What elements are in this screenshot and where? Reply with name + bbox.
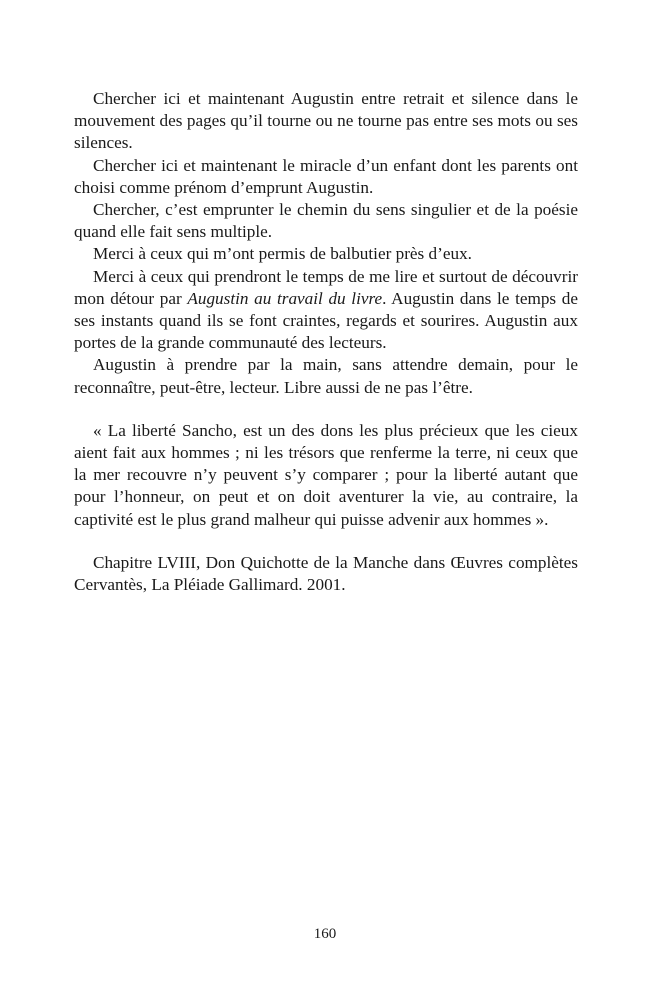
citation-paragraph: Chapitre LVIII, Don Quichotte de la Manche dans Œuvres complètes Cervantès, La Pléiade Gallimard. 2001. — [74, 552, 578, 595]
spacer — [74, 531, 578, 552]
paragraph-augustin: Augustin à prendre par la main, sans attendre demain, pour le reconnaître, peut-être, lecteur. Libre aussi de ne pas l’être. — [74, 355, 578, 397]
paragraph-merci-2 — [74, 266, 578, 355]
page-number: 160 — [313, 926, 337, 942]
quote-paragraph: « La liberté Sancho, est un des dons les plus précieux que les cieux aient fait aux hommes ; ni les trésors que renferme la terre, ni ceux que la mer recouvre n’y peuvent s’y comparer ; pour la liberté autant que pour l’honneur, on peut et on doit aventurer la vie, au contraire, la captivité est le plus grand malheur qui puisse advenir aux hommes ». — [74, 420, 578, 529]
spacer — [74, 399, 578, 420]
paragraph-merci-1: Merci à ceux qui m’ont permis de balbutier près d’eux. — [93, 244, 472, 264]
paragraph-chercher-1: Chercher ici et maintenant Augustin entre retrait et silence dans le mouvement des pages qu’il tourne ou ne tourne pas entre ses mots ou ses silences. — [74, 89, 578, 153]
paragraph-merci-2-text-b: . Augustin dans le temps de ses instants quand ils se font craintes, regards et sourires. Augustin aux portes de la grande communauté des lecteurs. — [74, 288, 578, 353]
paragraph-chercher-3: Chercher, c’est emprunter le chemin du sens singulier et de la poésie quand elle fait sens multiple. — [74, 200, 578, 242]
page-body — [74, 88, 578, 596]
paragraph-chercher-2: Chercher ici et maintenant le miracle d’un enfant dont les parents ont choisi comme prénom d’emprunt Augustin. — [74, 155, 578, 197]
book-title: Augustin au travail du livre — [187, 288, 383, 308]
paragraph-merci-2-text-a: Merci à ceux qui prendront le temps de me lire et surtout de découvrir mon détour par — [74, 266, 578, 308]
